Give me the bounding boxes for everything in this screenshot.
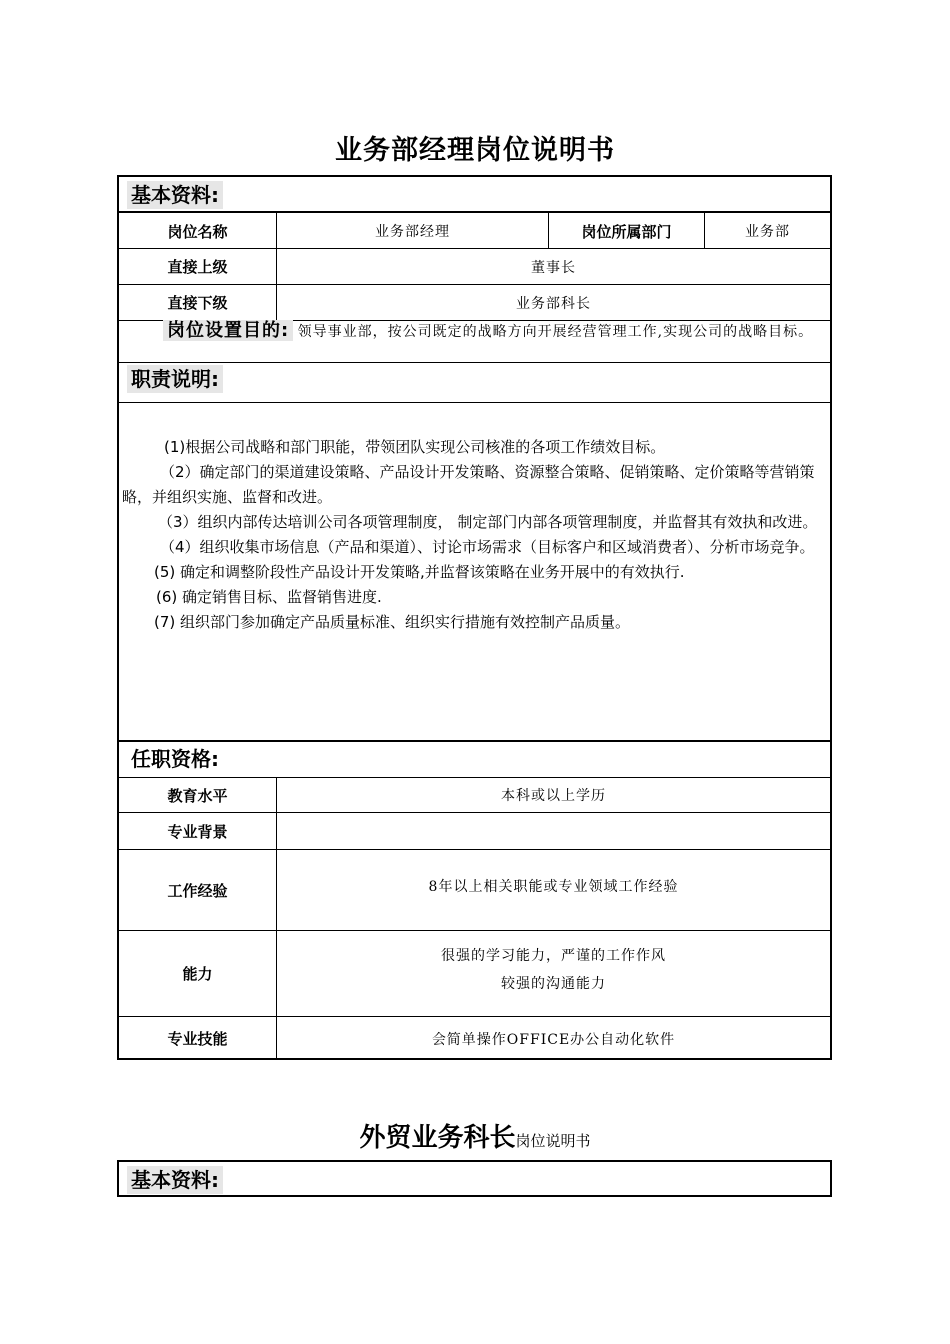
position-row xyxy=(119,211,830,249)
second-title-main: 外贸业务科长 xyxy=(359,1123,516,1153)
qual-line: 8年以上相关职能或专业领域工作经验 xyxy=(428,879,679,895)
qual-label: 专业背景 xyxy=(167,822,228,841)
major-row xyxy=(119,812,830,849)
duty-item: （3）组织内部传达培训公司各项管理制度， 制定部门内部各项管理制度，并监督其有效执和改进。 xyxy=(158,513,818,531)
purpose-block xyxy=(119,320,830,341)
duties-row xyxy=(119,402,830,741)
qual-value xyxy=(277,813,830,849)
duty-item: (6) 确定销售目标、监督销售进度. xyxy=(156,588,382,606)
subordinate-value: 业务部科长 xyxy=(516,295,591,312)
basic-info-header: 基本资料: xyxy=(127,181,223,209)
skills-row xyxy=(119,1016,830,1060)
basic-info-header-row xyxy=(119,177,830,213)
position-label: 岗位名称 xyxy=(167,222,228,241)
qual-label: 教育水平 xyxy=(167,786,228,805)
superior-label: 直接上级 xyxy=(167,258,228,276)
qual-label: 能力 xyxy=(182,965,213,983)
qual-label: 工作经验 xyxy=(167,881,228,900)
duties-header: 职责说明: xyxy=(127,365,223,393)
purpose-text: 领导事业部，按公司既定的战略方向开展经营管理工作,实现公司的战略目标。 xyxy=(297,324,814,340)
duties-list xyxy=(122,435,827,635)
superior-value: 董事长 xyxy=(531,259,576,276)
department-label: 岗位所属部门 xyxy=(581,222,672,241)
position-value: 业务部经理 xyxy=(375,224,450,240)
qual-value: 本科或以上学历 xyxy=(501,788,606,804)
department-value: 业务部 xyxy=(745,224,790,240)
second-basic-info-header: 基本资料: xyxy=(127,1166,223,1194)
duty-item: (1)根据公司战略和部门职能，带领团队实现公司核准的各项工作绩效目标。 xyxy=(164,438,666,456)
qual-value: 会简单操作OFFICE办公自动化软件 xyxy=(431,1031,676,1048)
subordinate-label: 直接下级 xyxy=(167,294,228,312)
qualifications-header: 任职资格: xyxy=(131,747,219,771)
qual-value xyxy=(277,931,830,1016)
duty-item: （4）组织收集市场信息（产品和渠道）、讨论市场需求（目标客户和区域消费者）、分析市场竞争。 xyxy=(160,538,815,556)
purpose-row xyxy=(119,320,830,362)
job-description-table xyxy=(117,175,832,1060)
purpose-label: 岗位设置目的: xyxy=(163,320,293,341)
subordinate-row xyxy=(119,284,830,320)
duty-item: （2）确定部门的渠道建设策略、产品设计开发策略、资源整合策略、促销策略、定价策略等营销策略，并组织实施、监督和改进。 xyxy=(122,463,815,506)
qual-value xyxy=(277,850,830,930)
qual-label: 专业技能 xyxy=(167,1030,228,1048)
duty-item: (5) 确定和调整阶段性产品设计开发策略,并监督该策略在业务开展中的有效执行. xyxy=(154,563,685,581)
superior-row xyxy=(119,248,830,284)
qualifications-header-row xyxy=(119,740,830,777)
qual-line: 很强的学习能力，严谨的工作作风 xyxy=(441,948,666,964)
qual-line: 较强的沟通能力 xyxy=(501,976,606,992)
second-job-table xyxy=(117,1160,832,1197)
education-row xyxy=(119,777,830,812)
second-page-title xyxy=(0,1117,950,1154)
experience-row xyxy=(119,849,830,930)
page-title: 业务部经理岗位说明书 xyxy=(335,135,615,166)
ability-row xyxy=(119,930,830,1016)
duties-header-row xyxy=(119,362,830,402)
second-title-suffix: 岗位说明书 xyxy=(515,1132,591,1150)
duty-item: (7) 组织部门参加确定产品质量标准、组织实行措施有效控制产品质量。 xyxy=(154,613,631,631)
